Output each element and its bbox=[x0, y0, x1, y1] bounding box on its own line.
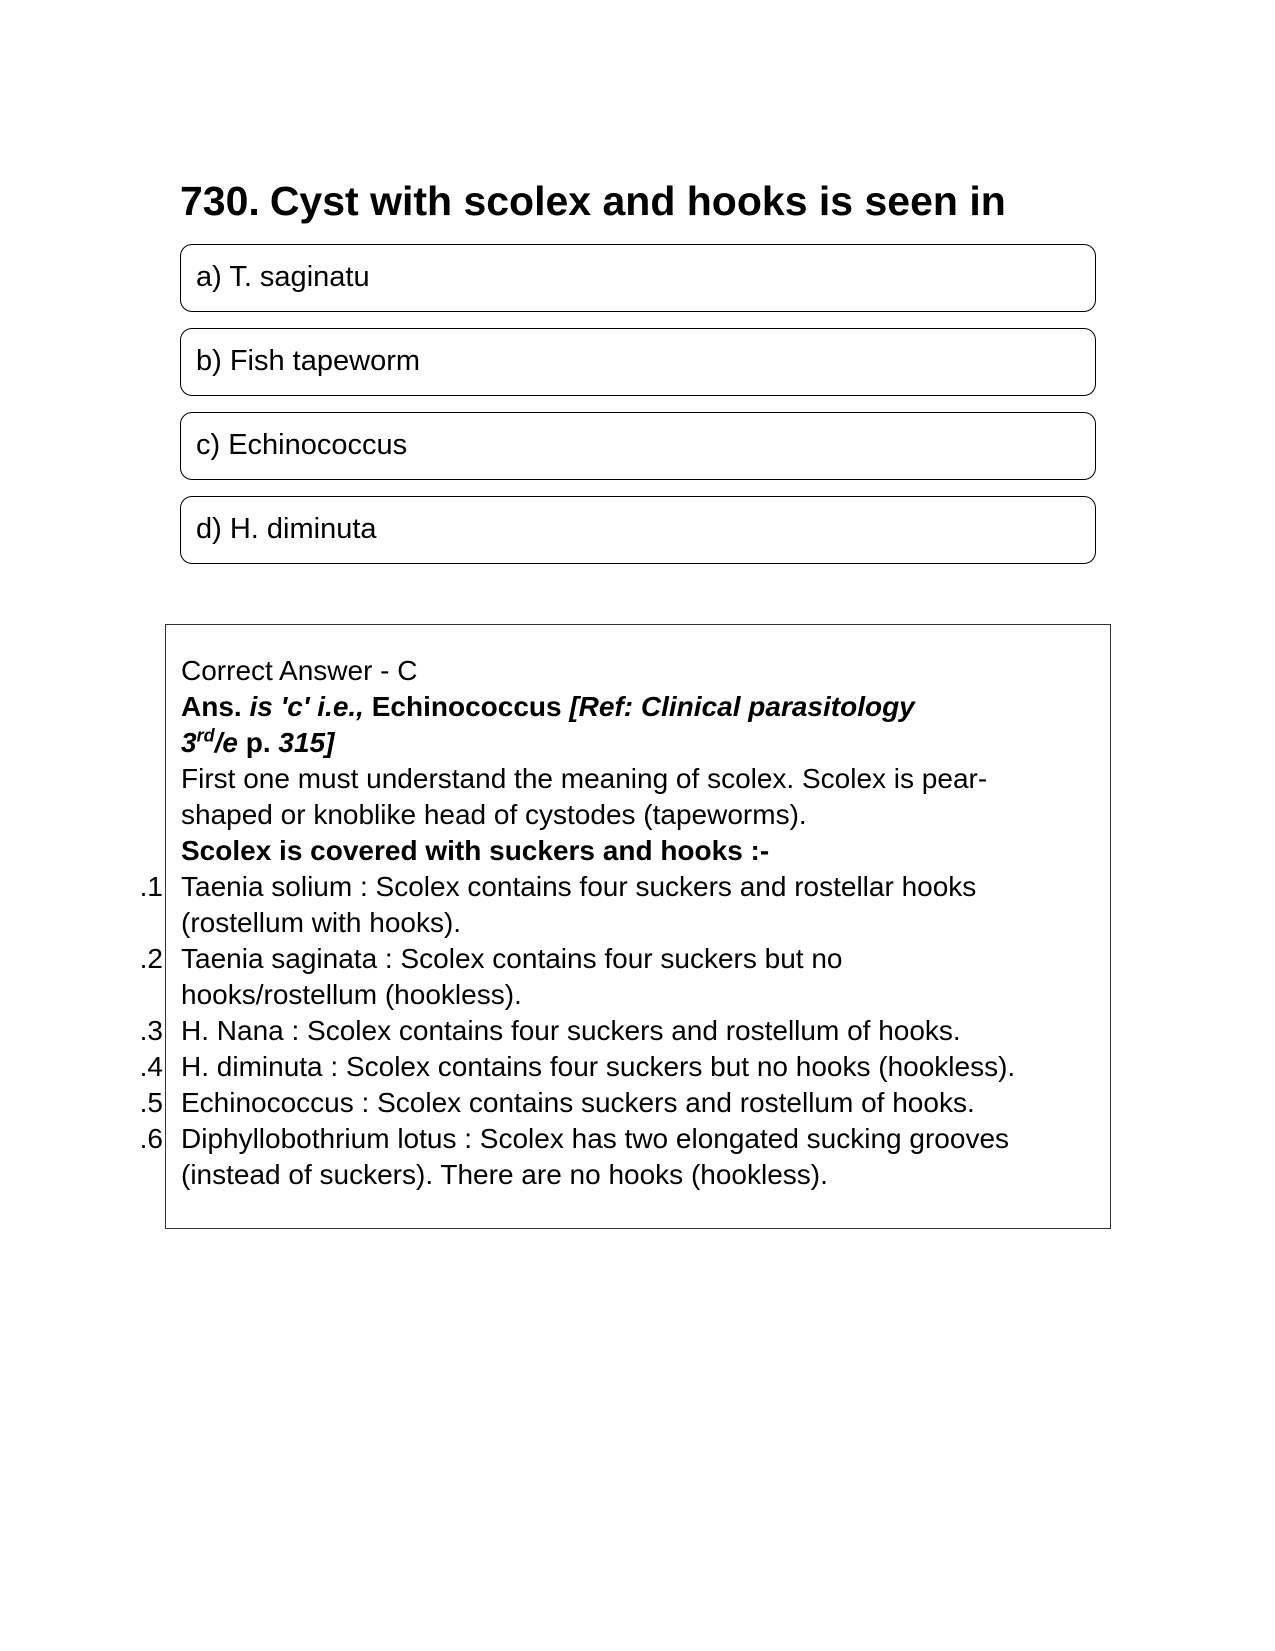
option-d[interactable]: d) H. diminuta bbox=[180, 496, 1096, 564]
list-item-line: H. diminuta : Scolex contains four suckers but no hooks (hookless). bbox=[181, 1051, 1016, 1082]
ans-name: Echinococcus bbox=[371, 691, 570, 722]
list-item-line: Diphyllobothrium lotus : Scolex has two elongated sucking grooves bbox=[181, 1123, 1010, 1154]
list-item-line: (rostellum with hooks). bbox=[181, 907, 462, 938]
option-a[interactable]: a) T. saginatu bbox=[180, 244, 1096, 312]
list-number: 3. bbox=[139, 1015, 163, 1046]
option-c[interactable]: c) Echinococcus bbox=[180, 412, 1096, 480]
list-item-line: hooks/rostellum (hookless). bbox=[181, 979, 522, 1010]
option-b[interactable]: b) Fish tapeworm bbox=[180, 328, 1096, 396]
list-number: 2. bbox=[139, 943, 163, 974]
question-text: Cyst with scolex and hooks is seen in bbox=[269, 178, 1006, 224]
paragraph-line-1: First one must understand the meaning of scolex. Scolex is pear- bbox=[181, 763, 988, 794]
subheading: Scolex is covered with suckers and hooks :- bbox=[181, 835, 770, 866]
ref-edition-sup: rd bbox=[196, 725, 215, 746]
list-number: 4. bbox=[139, 1051, 163, 1082]
answer-statement bbox=[181, 689, 915, 725]
list-item-line: Taenia solium : Scolex contains four suckers and rostellar hooks bbox=[181, 871, 977, 902]
reference-edition bbox=[181, 725, 334, 761]
ref-e: /e bbox=[214, 727, 238, 758]
correct-answer-label: Correct Answer - C bbox=[181, 655, 418, 686]
ref-edition: 3 bbox=[181, 727, 197, 758]
question-number: 730. bbox=[180, 178, 260, 224]
list-number: 5. bbox=[139, 1087, 163, 1118]
list-number: 1. bbox=[139, 871, 163, 902]
ref-page: 315] bbox=[278, 727, 335, 758]
list-number: 6. bbox=[139, 1123, 163, 1154]
ans-is: is 'c' i.e., bbox=[241, 691, 372, 722]
paragraph-line-2: shaped or knoblike head of cystodes (tapeworms). bbox=[181, 799, 807, 830]
list-item-line: H. Nana : Scolex contains four suckers and rostellum of hooks. bbox=[181, 1015, 961, 1046]
question-heading bbox=[180, 177, 1080, 225]
reference-start: [Ref: Clinical parasitology bbox=[569, 691, 915, 722]
list-item-line: Echinococcus : Scolex contains suckers and rostellum of hooks. bbox=[181, 1087, 975, 1118]
ref-p: p. bbox=[237, 727, 279, 758]
list-item-line: Taenia saginata : Scolex contains four suckers but no bbox=[181, 943, 843, 974]
ans-prefix: Ans. bbox=[181, 691, 242, 722]
list-item-line: (instead of suckers). There are no hooks (hookless). bbox=[181, 1159, 828, 1190]
